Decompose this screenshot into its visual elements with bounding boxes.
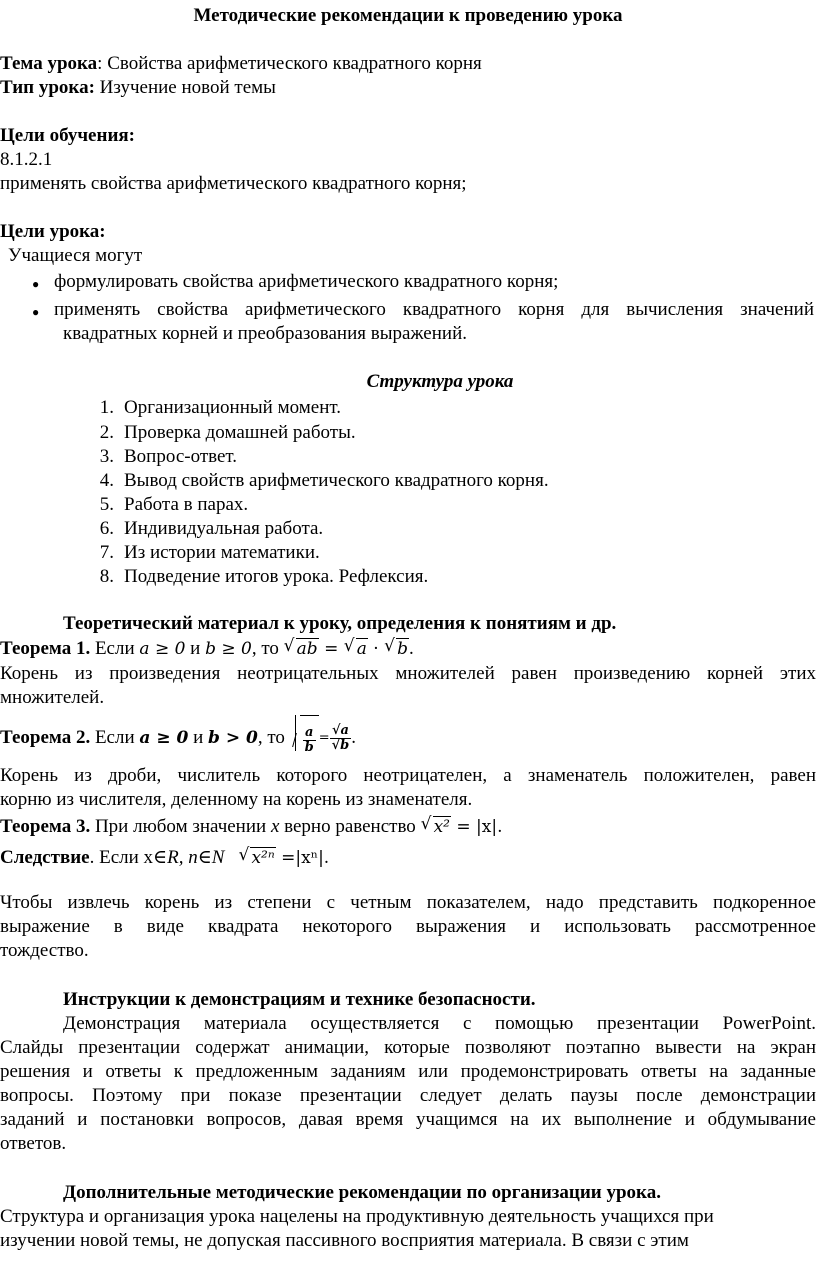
fraction-of-roots: $\frac{√a}{√b}$ (331, 723, 350, 753)
theorem-3-label: Теорема 3. (0, 816, 91, 837)
corollary-set-r: R, n (167, 847, 198, 868)
t3-eq: = |x|. (450, 817, 503, 837)
demo-paragraph: ответов. (0, 1133, 67, 1154)
t3-var: x (270, 816, 280, 837)
corollary-label: Следствие (0, 847, 90, 868)
sqrt-ab: √ ab (284, 637, 319, 661)
list-number: 2. (99, 422, 114, 443)
theorem-1-desc-cont: множителей. (0, 687, 105, 708)
list-item: Организационный момент. (124, 397, 341, 418)
sqrt-x2: √ x² (421, 815, 451, 839)
list-item: Индивидуальная работа. (124, 518, 324, 539)
t2-cond-b: b > 0 (208, 727, 258, 748)
demo-paragraph: Демонстрация материала осуществляется с помощью презентации PowerPoint. (63, 1013, 816, 1034)
theory-heading: Теоретический материал к уроку, определения к понятиям и др. (63, 613, 617, 634)
theorem-2-label: Теорема 2. (0, 726, 91, 748)
t2-then: , то (257, 726, 290, 748)
list-number: 6. (99, 518, 114, 539)
theorem-1-text: Если (90, 638, 140, 659)
corollary-text: . Если x∈ (89, 847, 168, 868)
corollary-eq: =|xⁿ|. (275, 848, 330, 868)
type-value: Изучение новой темы (94, 77, 276, 98)
t1-eq: = (318, 639, 344, 659)
theorem-1 (0, 637, 414, 661)
sqrt-a: √ a (344, 637, 368, 661)
theorem-2-desc: Корень из дроби, числитель которого неотрицателен, а знаменатель положителен, равен (0, 765, 816, 786)
t1-end: . (409, 638, 414, 659)
sqrt-x2n: √ x²ⁿ (238, 846, 275, 870)
extra-paragraph: изучении новой темы, не допуская пассивного восприятия материала. В связи с этим (0, 1230, 689, 1251)
list-item: Вопрос-ответ. (124, 446, 238, 467)
lesson-goals-heading: Цели урока: (0, 221, 106, 242)
bullet-icon: ● (32, 305, 40, 319)
t3-text2: верно равенство (279, 816, 421, 837)
demo-paragraph: решения и ответы к предложенным заданиям или продемонстрировать ответы на заданные (0, 1061, 816, 1082)
document-title: Методические рекомендации к проведению урока (193, 5, 623, 26)
t1-cond-a: a ≥ 0 (139, 639, 186, 659)
sqrt-fraction: $\frac{a}{b}$ (290, 715, 319, 762)
t1-dot: · (367, 639, 385, 659)
topic-line (0, 52, 482, 76)
t2-cond-a: a ≥ 0 (139, 727, 189, 748)
learning-goals-heading: Цели обучения: (0, 125, 135, 146)
theory-paragraph: Чтобы извлечь корень из степени с четным показателем, надо представить подкоренное (0, 892, 816, 913)
demo-paragraph: вопросы. Поэтому при показе презентации следует делать паузы после демонстрации (0, 1085, 816, 1106)
theorem-1-desc: Корень из произведения неотрицательных множителей равен произведению корней этих (0, 663, 816, 684)
t1-then: , то (251, 638, 284, 659)
demo-paragraph: Слайды презентации содержат анимации, которые позволяют поэтапно вывести на экран (0, 1037, 816, 1058)
lesson-goal-item: применять свойства арифметического квадратного корня для вычисления значений (54, 299, 814, 320)
extra-paragraph: Структура и организация урока нацелены на продуктивную деятельность учащихся при (0, 1206, 714, 1227)
demo-heading: Инструкции к демонстрациям и технике безопасности. (63, 989, 536, 1010)
lesson-goal-item: формулировать свойства арифметического квадратного корня; (54, 271, 559, 292)
theorem-2 (0, 715, 356, 759)
t1-and: и (185, 638, 206, 659)
list-number: 1. (99, 397, 114, 418)
theorem-3-text: При любом значении (90, 816, 271, 837)
t2-and: и (188, 726, 209, 748)
type-label: Тип урока: (0, 77, 95, 98)
type-line (0, 76, 276, 100)
learning-goal-text: применять свойства арифметического квадратного корня; (0, 173, 467, 194)
list-number: 4. (99, 470, 114, 491)
structure-heading: Структура урока (366, 371, 514, 392)
list-item: Работа в парах. (124, 494, 249, 515)
learning-goal-code: 8.1.2.1 (0, 149, 53, 170)
theorem-1-label: Теорема 1. (0, 638, 91, 659)
topic-value: : Свойства арифметического квадратного корня (97, 53, 482, 74)
list-number: 5. (99, 494, 114, 515)
list-number: 7. (99, 542, 114, 563)
t2-end: . (351, 726, 357, 748)
demo-paragraph: заданий и постановки вопросов, давая время учащимся на их выполнение и обдумывание (0, 1109, 816, 1130)
theorem-3 (0, 815, 502, 839)
list-number: 8. (99, 566, 114, 587)
list-item: Из истории математики. (124, 542, 320, 563)
theory-paragraph: выражение в виде квадрата некоторого выражения и использовать рассмотренное (0, 916, 816, 937)
theorem-2-desc-cont: корню из числителя, деленному на корень из знаменателя. (0, 789, 473, 810)
extra-heading: Дополнительные методические рекомендации по организации урока. (63, 1182, 661, 1203)
corollary-set-n: ∈N (197, 847, 225, 868)
corollary (0, 846, 329, 870)
topic-label: Тема урока (0, 53, 98, 74)
sqrt-b: √ b (384, 637, 409, 661)
list-item: Проверка домашней работы. (124, 422, 356, 443)
lesson-goal-item-cont: квадратных корней и преобразования выражений. (63, 323, 467, 344)
list-item: Вывод свойств арифметического квадратного корня. (124, 470, 549, 491)
t1-cond-b: b ≥ 0 (205, 639, 252, 659)
theorem-2-text: Если (90, 726, 140, 748)
theory-paragraph: тождество. (0, 940, 89, 961)
lesson-goals-intro: Учащиеся могут (8, 245, 143, 266)
t2-eq: = (318, 730, 330, 746)
list-number: 3. (99, 446, 114, 467)
list-item: Подведение итогов урока. Рефлексия. (124, 566, 429, 587)
bullet-icon: ● (32, 277, 40, 291)
